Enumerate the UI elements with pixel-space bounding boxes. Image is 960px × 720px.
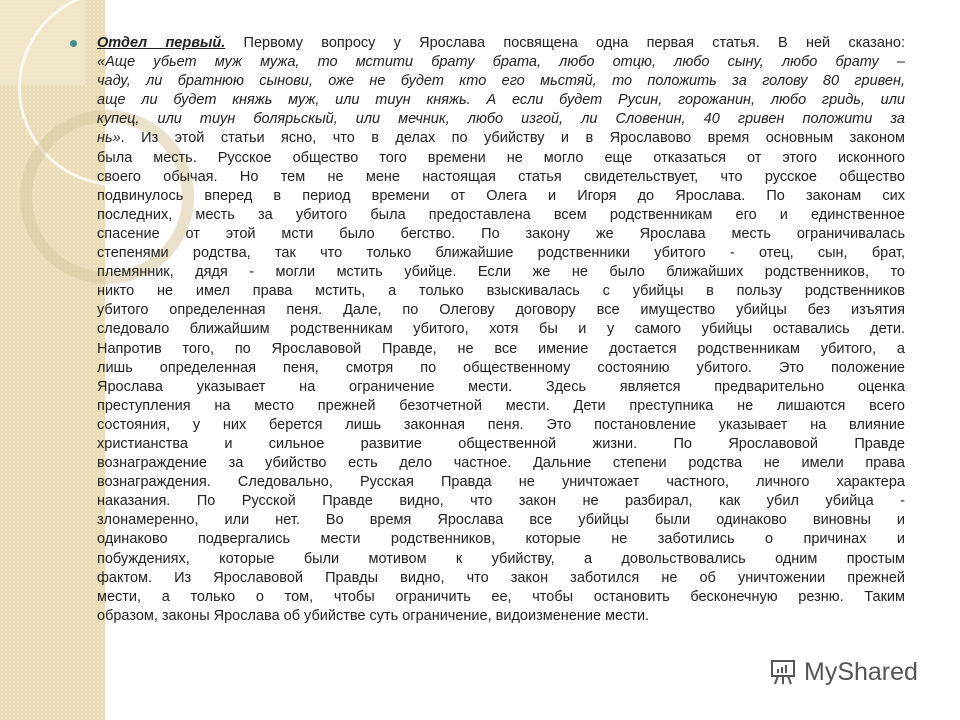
quote-text: «Аще убьет муж мужа, то мстити брату брата, любо отцю, любо сыну, любо брату – [97,54,905,71]
body-text: степенями родства, так что только ближайшие родственники убитого - отец, сын, брат, [97,245,905,262]
body-text: Напротив того, по Ярославовой Правде, не все имение достается родственникам убитого, а [97,340,905,357]
text-line [97,187,905,206]
logo-text: MyShared [804,657,918,686]
text-line [97,282,905,301]
text-line [97,530,905,549]
quote-text: нь» [97,130,121,147]
body-text: убитого определенная пеня. Дале, по Олегову договору все имущество убийцы без изъятия [97,302,905,319]
quote-text: купец, или тиун болярьскый, или мечник, любо изгой, ли Словенин, 40 гривен положити за [97,111,905,128]
text-line [97,320,905,339]
text-line [97,225,905,244]
body-text: следовало ближайшим родственникам убитого, хотя бы и у самого убийцы оставались дети. [97,321,905,338]
body-text: Ярослава указывает на ограничение мести. Здесь является предварительно оценка [97,378,905,395]
text-line [97,492,905,511]
body-text: была месть. Русское общество того времени не могло еще отказаться от этого исконного [97,149,905,166]
text-line [97,72,905,91]
text-line [97,397,905,416]
text-line [97,550,905,569]
text-line [97,454,905,473]
body-text: . Из этой статьи ясно, что в делах по убийству и в Ярославово время основным законом [120,130,905,147]
body-text: своего обычая. Но тем не мене настоящая статья свидетельствует, что русское общество [97,168,905,185]
body-text: никто не имел права мстить, а только взыскивалась с убийцы в пользу родственников [97,283,905,300]
text-line [97,435,905,454]
text-line [97,206,905,225]
body-text: христианства и сильное развитие общественной жизни. По Ярославовой Правде [97,435,905,452]
text-line [97,244,905,263]
quote-text: чаду, ли братнюю сынови, оже не будет кто его мьстяй, то положить за голову 80 гривен, [97,73,905,90]
body-text: наказания. По Русской Правде видно, что закон не разбирал, как убил убийца - [97,493,905,510]
decorative-side-strip [0,0,105,720]
slide-body-text [97,34,905,626]
text-line [97,34,905,53]
text-line [97,149,905,168]
text-line [97,110,905,129]
body-text: последних, месть за убитого была предоставлена всем родственникам его и единственное [97,206,905,223]
text-line [97,91,905,110]
body-text: подвинулось вперед в период времени от Олега и Игоря до Ярослава. По законам сих [97,187,905,204]
body-text: племянник, дядя - могли мстить убийце. Если же не было ближайших родственников, то [97,264,905,281]
bullet-icon [70,40,77,47]
myshared-logo[interactable] [768,657,918,687]
body-text: лишь определенная пеня, смотря по общественному состоянию убитого. Это положение [97,359,905,376]
text-line [97,263,905,282]
text-line [97,301,905,320]
section-heading: Отдел первый. [97,35,226,51]
body-text: вознаграждения. Следовально, Русская Правда не уничтожает частного, личного характера [97,474,905,491]
text-line [97,168,905,187]
presentation-board-icon [768,657,798,687]
text-line [97,416,905,435]
text-line [97,473,905,492]
text-line [97,53,905,72]
body-text: Первому вопросу у Ярослава посвящена одна первая статья. В ней сказано: [243,35,905,51]
body-text: спасение от этой мсти было бегство. По закону же Ярослава месть ограничивалась [97,225,905,242]
body-text: побуждениях, которые были мотивом к убийству, а довольствовались одним простым [97,550,905,567]
body-text: образом, законы Ярослава об убийстве суть ограничение, видоизменение мести. [97,607,650,624]
text-line [97,511,905,530]
quote-text: аще ли будет княжь муж, или тиун княжь. А если будет Русин, горожанин, любо гридь, или [97,92,905,109]
text-line [97,588,905,607]
body-text: мести, а только о том, чтобы ограничить ее, чтобы остановить бесконечную резню. Таким [97,588,905,605]
text-line [97,340,905,359]
body-text: одинаково подвергались мести родственников, которые не заботились о причинах и [97,531,905,548]
body-text: вознаграждение за убийство есть дело частное. Дальние степени родства не имели права [97,455,905,472]
body-text: состояния, у них берется лишь законная пеня. Это постановление указывает на влияние [97,416,905,433]
text-line [97,607,905,626]
text-line [97,129,905,148]
body-text: фактом. Из Ярославовой Правды видно, что закон заботился не об уничтожении прежней [97,569,905,586]
text-line [97,359,905,378]
body-text: злонамеренно, или нет. Во время Ярослава все убийцы были одинаково виновны и [97,512,905,529]
text-line [97,378,905,397]
text-line [97,569,905,588]
body-text: преступления на место прежней безотчетной мести. Дети преступника не лишаются всего [97,397,905,414]
